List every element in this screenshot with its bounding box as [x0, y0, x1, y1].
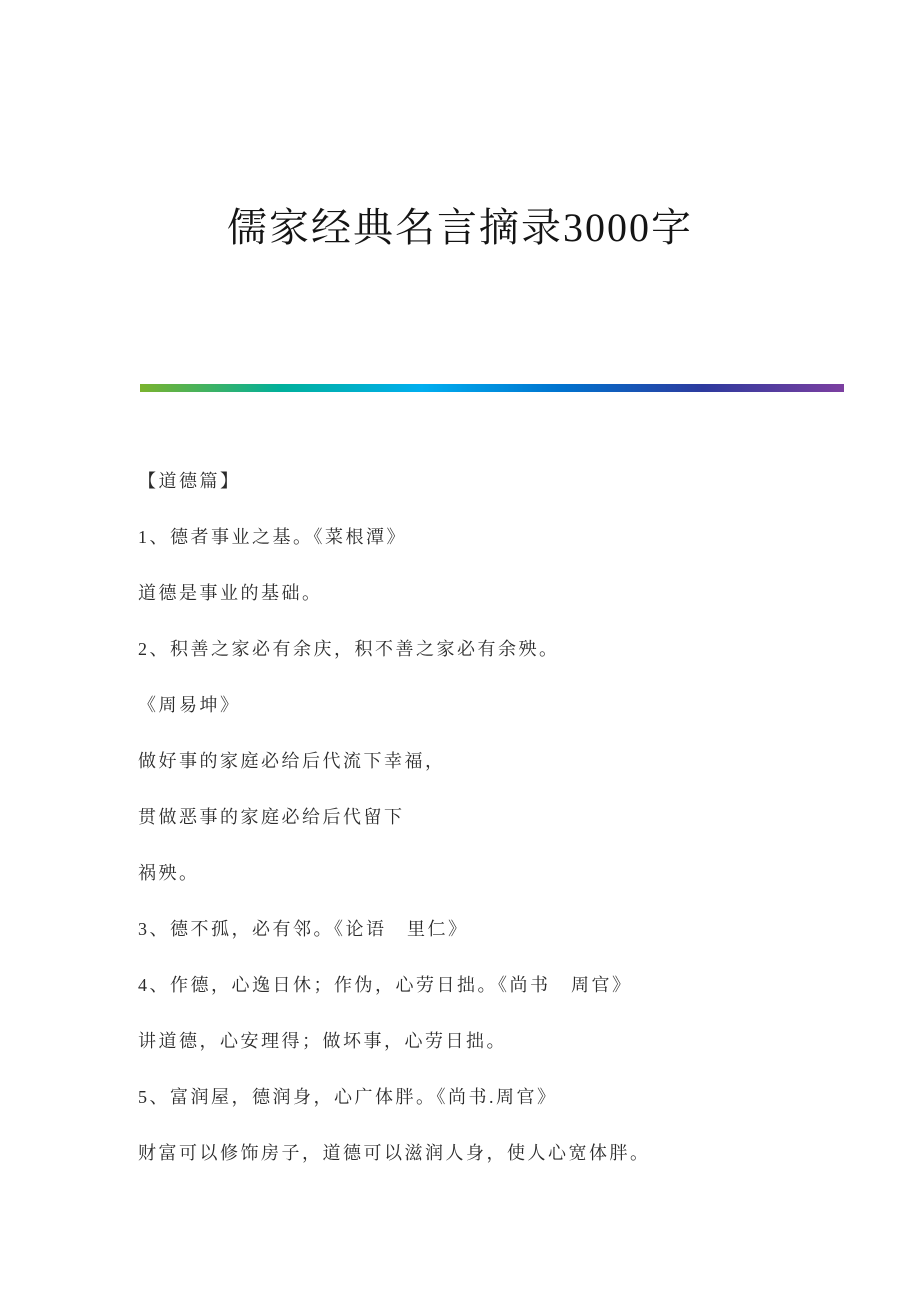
- section-header: 【道德篇】: [138, 471, 241, 491]
- page-title: 儒家经典名言摘录3000字: [227, 205, 693, 250]
- title-divider-gradient-bar: [140, 384, 844, 392]
- document-body: [0, 392, 920, 1166]
- body-paragraph: 祸殃。: [138, 863, 200, 883]
- body-paragraph: 3、德不孤，必有邻。《论语 里仁》: [138, 919, 469, 939]
- body-paragraph: 讲道德，心安理得；做坏事，心劳日拙。: [138, 1031, 507, 1051]
- body-paragraph: 做好事的家庭必给后代流下幸福，: [138, 751, 446, 771]
- body-paragraph: 财富可以修饰房子，道德可以滋润人身，使人心宽体胖。: [138, 1143, 651, 1163]
- body-paragraph: 贯做恶事的家庭必给后代留下: [138, 807, 405, 827]
- body-paragraph: 1、德者事业之基。《菜根潭》: [138, 527, 407, 547]
- body-paragraph: 5、富润屋，德润身，心广体胖。《尚书.周官》: [138, 1087, 558, 1107]
- body-paragraph: 《周易坤》: [138, 695, 241, 715]
- body-paragraph: 2、积善之家必有余庆，积不善之家必有余殃。: [138, 639, 560, 659]
- body-paragraph: 道德是事业的基础。: [138, 583, 323, 603]
- body-paragraph: 4、作德，心逸日休；作伪，心劳日拙。《尚书 周官》: [138, 975, 633, 995]
